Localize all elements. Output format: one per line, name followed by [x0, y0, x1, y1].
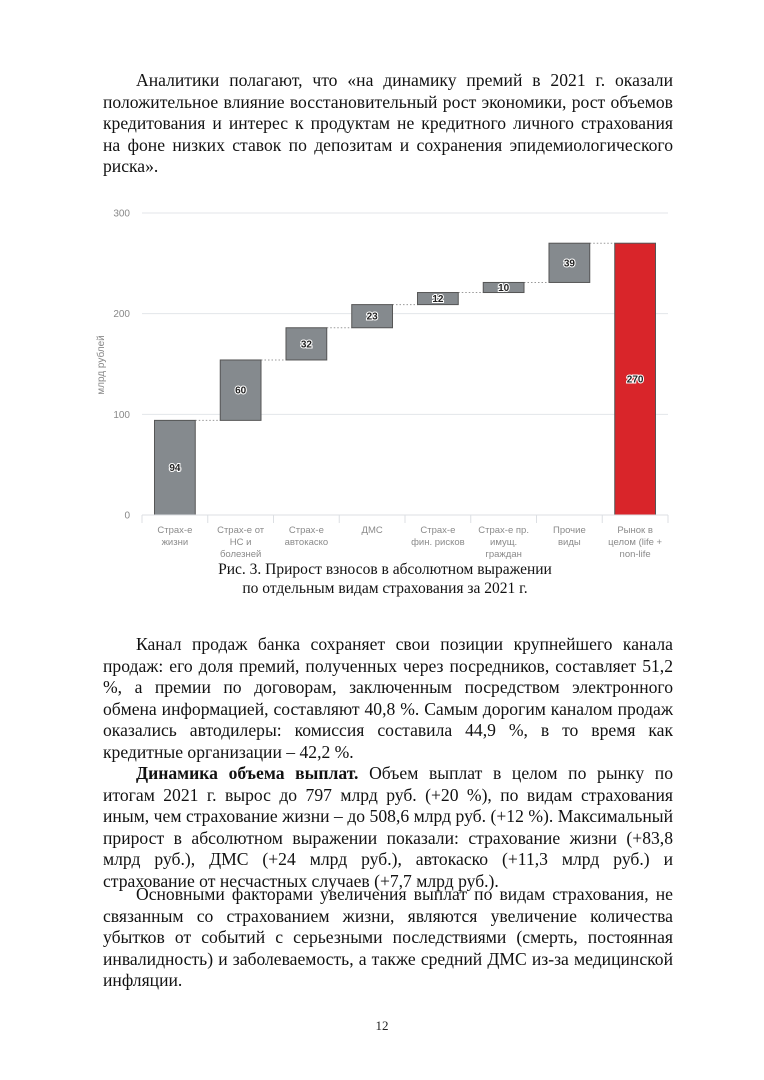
paragraph-text: Объем выплат в целом по рынку по итогам 2021 г. вырос до 797 млрд руб. (+20 %), по видам страхования иным, чем страхование жизни – до 508,6 млрд руб. (+12 %). Максимальный прирост в абсолютном выражении показали: страхование жизни (+83,8 млрд руб.), ДМС (+24 млрд руб.), автокаско (+11,3 млрд руб.) и страхование от несчастных случаев (+7,7 млрд руб.).	[103, 763, 673, 891]
y-tick-label: 200	[113, 309, 130, 321]
data-label: 32	[300, 339, 312, 351]
caption-line-1: Рис. 3. Прирост взносов в абсолютном выражении	[218, 561, 552, 578]
x-category-label: целом (life +	[608, 537, 663, 548]
paragraph	[103, 70, 673, 178]
data-label: 10	[498, 282, 510, 294]
y-axis-label: млрд рублей	[96, 335, 107, 395]
x-category-label: Страх-е	[157, 525, 193, 536]
x-category-label: Рынок в	[617, 525, 653, 536]
y-tick-label: 100	[113, 409, 130, 421]
data-label: 23	[366, 311, 378, 323]
data-label: 12	[432, 294, 444, 306]
figure-caption	[150, 560, 620, 598]
paragraph	[103, 763, 673, 892]
paragraph-text: Основными факторами увеличения выплат по видам страхования, не связанным со страхованием жизни, являются увеличение количества убытков от событий с серьезными последствиями (смерть, постоянная инвалидность) и заболеваемость, а также средний ДМС из-за медицинской инфляции.	[103, 884, 673, 990]
x-category-label: виды	[558, 537, 581, 548]
x-category-label: жизни	[161, 537, 189, 548]
data-label: 94	[169, 463, 181, 475]
waterfall-chart	[80, 200, 680, 570]
x-category-label: граждан	[485, 549, 522, 560]
x-category-label: автокаско	[284, 537, 329, 548]
paragraph	[103, 634, 673, 763]
paragraph-text: Аналитики полагают, что «на динамику премий в 2021 г. оказали положительное влияние восстановительный рост экономики, рост объемов кредитования и интерес к продуктам не кредитного личного страхования на фоне низких ставок по депозитам и сохранения эпидемиологического риска».	[103, 70, 673, 176]
data-label: 39	[563, 258, 575, 270]
x-category-label: болезней	[219, 549, 262, 560]
page-number: 12	[375, 1018, 389, 1033]
x-category-label: Страх-е	[420, 525, 456, 536]
y-tick-label: 0	[124, 510, 130, 522]
x-category-label: Страх-е	[288, 525, 324, 536]
x-category-label: фин. рисков	[411, 537, 465, 548]
x-category-label: Страх-е от	[217, 525, 265, 536]
caption-line-2: по отдельным видам страхования за 2021 г.	[242, 580, 528, 597]
data-label: 60	[235, 385, 247, 397]
x-category-label: имущ.	[490, 537, 518, 548]
x-category-label: Прочие	[553, 525, 586, 536]
paragraph	[103, 884, 673, 992]
paragraph-text: Канал продаж банка сохраняет свои позиции крупнейшего канала продаж: его доля премий, полученных через посредников, составляет 51,2 %, а премии по договорам, заключенным посредством электронного обмена информацией, составляют 40,8 %. Самым дорогим каналом продаж оказались автодилеры: комиссия составила 44,9 %, в то время как кредитные организации – 42,2 %.	[103, 634, 673, 762]
x-category-label: non-life	[619, 549, 651, 560]
section-heading-inline: Динамика объема выплат.	[136, 763, 359, 783]
bars	[154, 243, 655, 515]
x-category-label: НС и	[229, 537, 252, 548]
x-category-label: ДМС	[361, 525, 383, 536]
x-category-label: Страх-е пр.	[478, 525, 529, 536]
data-label: 270	[626, 374, 644, 386]
y-tick-label: 300	[113, 208, 130, 220]
